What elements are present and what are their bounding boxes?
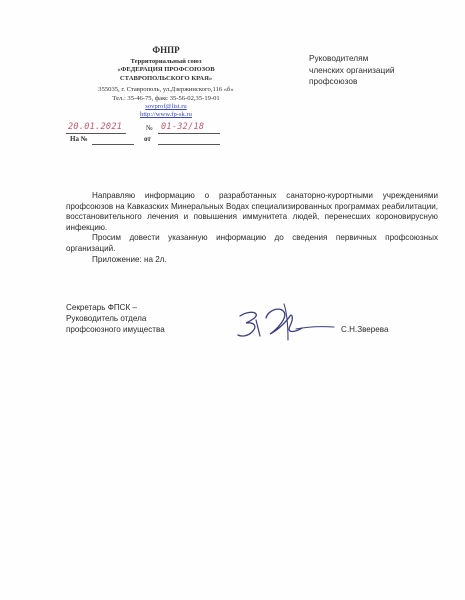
from-underline [158, 144, 220, 145]
letterhead [66, 45, 266, 120]
recipient-line: Руководителям [309, 53, 369, 63]
org-email-link[interactable]: sovprof@list.ru [145, 103, 187, 111]
body-paragraph: Направляю информацию о разработанных санаторно-курортными учреждениями профсоюзов на Кавказских Минеральных Водах специализированных программах реабилитации, восстановительного лечения и повышения иммунитета людей, перенесших короновирусную инфекцию. [66, 191, 438, 232]
recipient-block [309, 53, 449, 88]
recipient-line: профсоюзов [309, 76, 358, 87]
date-underline [66, 133, 126, 134]
from-label: от [144, 135, 151, 143]
org-website-link[interactable]: http://www.fp-sk.ru [140, 111, 192, 119]
signatory-title-line: профсоюзного имущества [66, 325, 165, 334]
org-name-line1: «ФЕДЕРАЦИЯ ПРОФСОЮЗОВ [117, 66, 215, 74]
org-phone: Тел.: 35-46-75, факс 35-56-02,35-19-01 [112, 94, 220, 102]
signatory-title-line: Руководитель отдела [66, 314, 147, 323]
letter-body [66, 191, 438, 265]
signatory-title-line: Секретарь ФПСК – [66, 303, 137, 312]
on-number-label: На № [70, 135, 88, 143]
number-underline [158, 133, 220, 134]
org-address: 355035, г. Ставрополь, ул.Дзержинского,116 «б» [98, 86, 234, 94]
org-name-line2: СТАВРОПОЛЬСКОГО КРАЯ» [119, 74, 213, 82]
handwritten-date: 20.01.2021 [68, 122, 123, 132]
on-number-underline [92, 144, 134, 145]
recipient-line: членских организаций [309, 64, 395, 75]
signatory-title [66, 302, 165, 335]
org-type: Территориальный союз [130, 58, 202, 65]
org-abbreviation: ФНПР [152, 45, 180, 55]
body-paragraph: Просим довести указанную информацию до сведения первичных профсоюзных организаций. [66, 233, 438, 253]
number-sign: № [146, 124, 153, 132]
handwritten-signature [226, 296, 336, 346]
handwritten-number: 01-32/18 [161, 122, 205, 132]
attachment-note: Приложение: на 2л. [92, 254, 167, 264]
incoming-reference [66, 135, 266, 147]
signatory-name: С.Н.Зверева [341, 325, 389, 334]
